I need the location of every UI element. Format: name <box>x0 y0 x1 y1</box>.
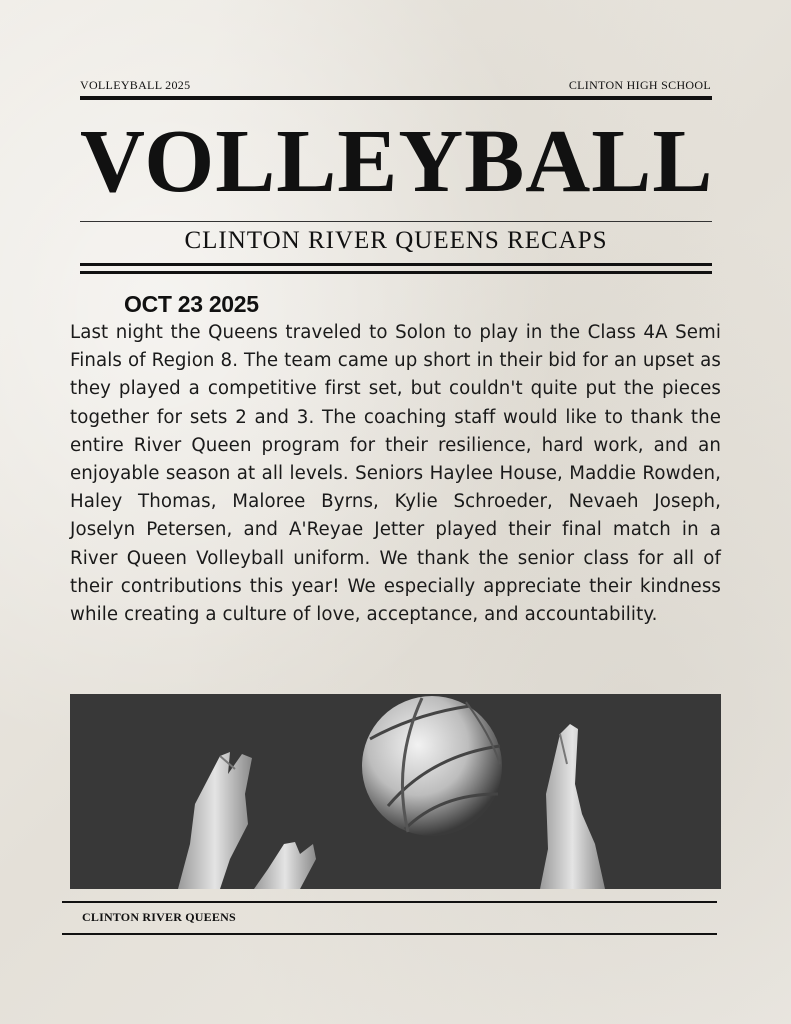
header-left-label: VOLLEYBALL 2025 <box>80 78 191 92</box>
volleyball-icon <box>362 696 502 836</box>
article-body: Last night the Queens traveled to Solon to play in the Class 4A Semi Finals of Region 8. The team came up short in their bid for an upset as they played a competitive first set, but couldn't quite put the pieces together for sets 2 and 3. The coaching staff would like to thank the entire River Queen program for their resilience, hard work, and an enjoyable season at all levels. Seniors Haylee House, Maddie Rowden, Haley Thomas, Maloree Byrns, Kylie Schroeder, Nevaeh Joseph, Joselyn Petersen, and A'Reyae Jetter played their final match in a River Queen Volleyball uniform. We thank the senior class for all of their contributions this year! We especially appreciate their kindness while creating a culture of love, acceptance, and accountability. <box>70 322 721 626</box>
header-right-label: CLINTON HIGH SCHOOL <box>568 78 711 92</box>
masthead-rule <box>80 221 712 222</box>
footer-rule-top <box>62 901 717 903</box>
footer-label: CLINTON RIVER QUEENS <box>82 910 236 924</box>
volleyball-hands-illustration <box>70 694 721 889</box>
article-date: OCT 23 2025 <box>124 291 259 317</box>
masthead-title: VOLLEYBALL <box>80 112 714 211</box>
double-rule-bottom <box>80 271 712 274</box>
footer-rule-bottom <box>62 933 717 935</box>
header-rule <box>80 96 712 100</box>
masthead-subtitle: CLINTON RIVER QUEENS RECAPS <box>184 227 608 254</box>
double-rule-top <box>80 263 712 266</box>
volleyball-photo <box>70 694 721 889</box>
